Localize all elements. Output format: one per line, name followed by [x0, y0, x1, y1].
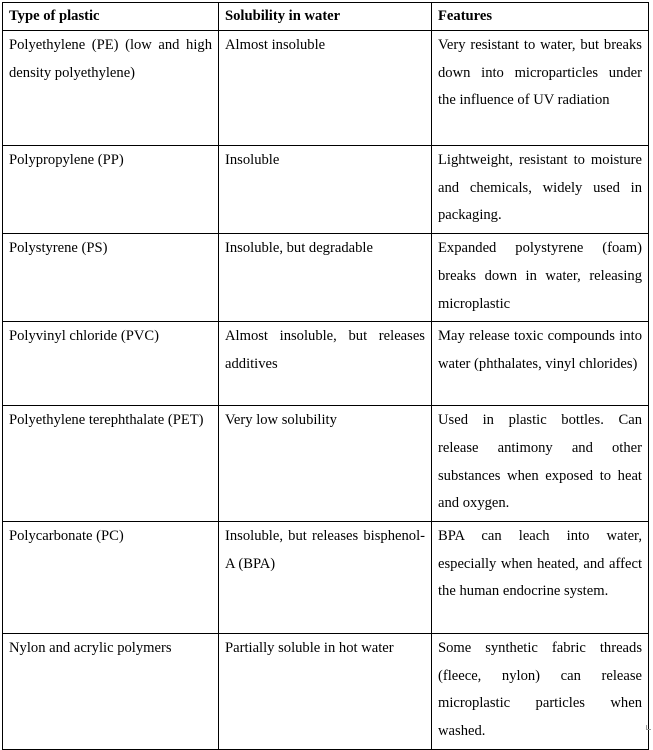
cell-type: Polyethylene terephthalate (PET) — [3, 406, 219, 522]
cell-type: Polypropylene (PP) — [3, 146, 219, 234]
cell-type: Polyethylene (PE) (low and high density polyethylene) — [3, 31, 219, 146]
table-row — [3, 234, 649, 322]
cell-features: BPA can leach into water, especially when heated, and affect the human endocrine system. — [432, 522, 649, 634]
cell-solubility: Insoluble, but degradable — [219, 234, 432, 322]
cell-type: Polycarbonate (PC) — [3, 522, 219, 634]
table-row — [3, 522, 649, 634]
cell-features: Some synthetic fabric threads (fleece, nylon) can release microplastic particles when washed. — [432, 634, 649, 750]
table-row — [3, 31, 649, 146]
cell-solubility: Insoluble — [219, 146, 432, 234]
cell-solubility: Partially soluble in hot water — [219, 634, 432, 750]
cell-features: May release toxic compounds into water (phthalates, vinyl chlorides) — [432, 322, 649, 406]
table-row — [3, 406, 649, 522]
header-type: Type of plastic — [3, 3, 219, 31]
header-features: Features — [432, 3, 649, 31]
cell-type: Nylon and acrylic polymers — [3, 634, 219, 750]
cell-features: Lightweight, resistant to moisture and chemicals, widely used in packaging. — [432, 146, 649, 234]
cell-features: Expanded polystyrene (foam) breaks down in water, releasing microplastic — [432, 234, 649, 322]
table-resize-handle — [646, 725, 651, 730]
cell-solubility: Almost insoluble — [219, 31, 432, 146]
table-row — [3, 634, 649, 750]
cell-solubility: Almost insoluble, but releases additives — [219, 322, 432, 406]
cell-type: Polystyrene (PS) — [3, 234, 219, 322]
table-row — [3, 322, 649, 406]
header-solubility: Solubility in water — [219, 3, 432, 31]
cell-features: Very resistant to water, but breaks down into microparticles under the influence of UV radiation — [432, 31, 649, 146]
cell-solubility: Very low solubility — [219, 406, 432, 522]
plastics-table — [2, 2, 649, 750]
table-header-row — [3, 3, 649, 31]
cell-solubility: Insoluble, but releases bisphenol-A (BPA) — [219, 522, 432, 634]
cell-type: Polyvinyl chloride (PVC) — [3, 322, 219, 406]
table-row — [3, 146, 649, 234]
cell-features: Used in plastic bottles. Can release antimony and other substances when exposed to heat and oxygen. — [432, 406, 649, 522]
